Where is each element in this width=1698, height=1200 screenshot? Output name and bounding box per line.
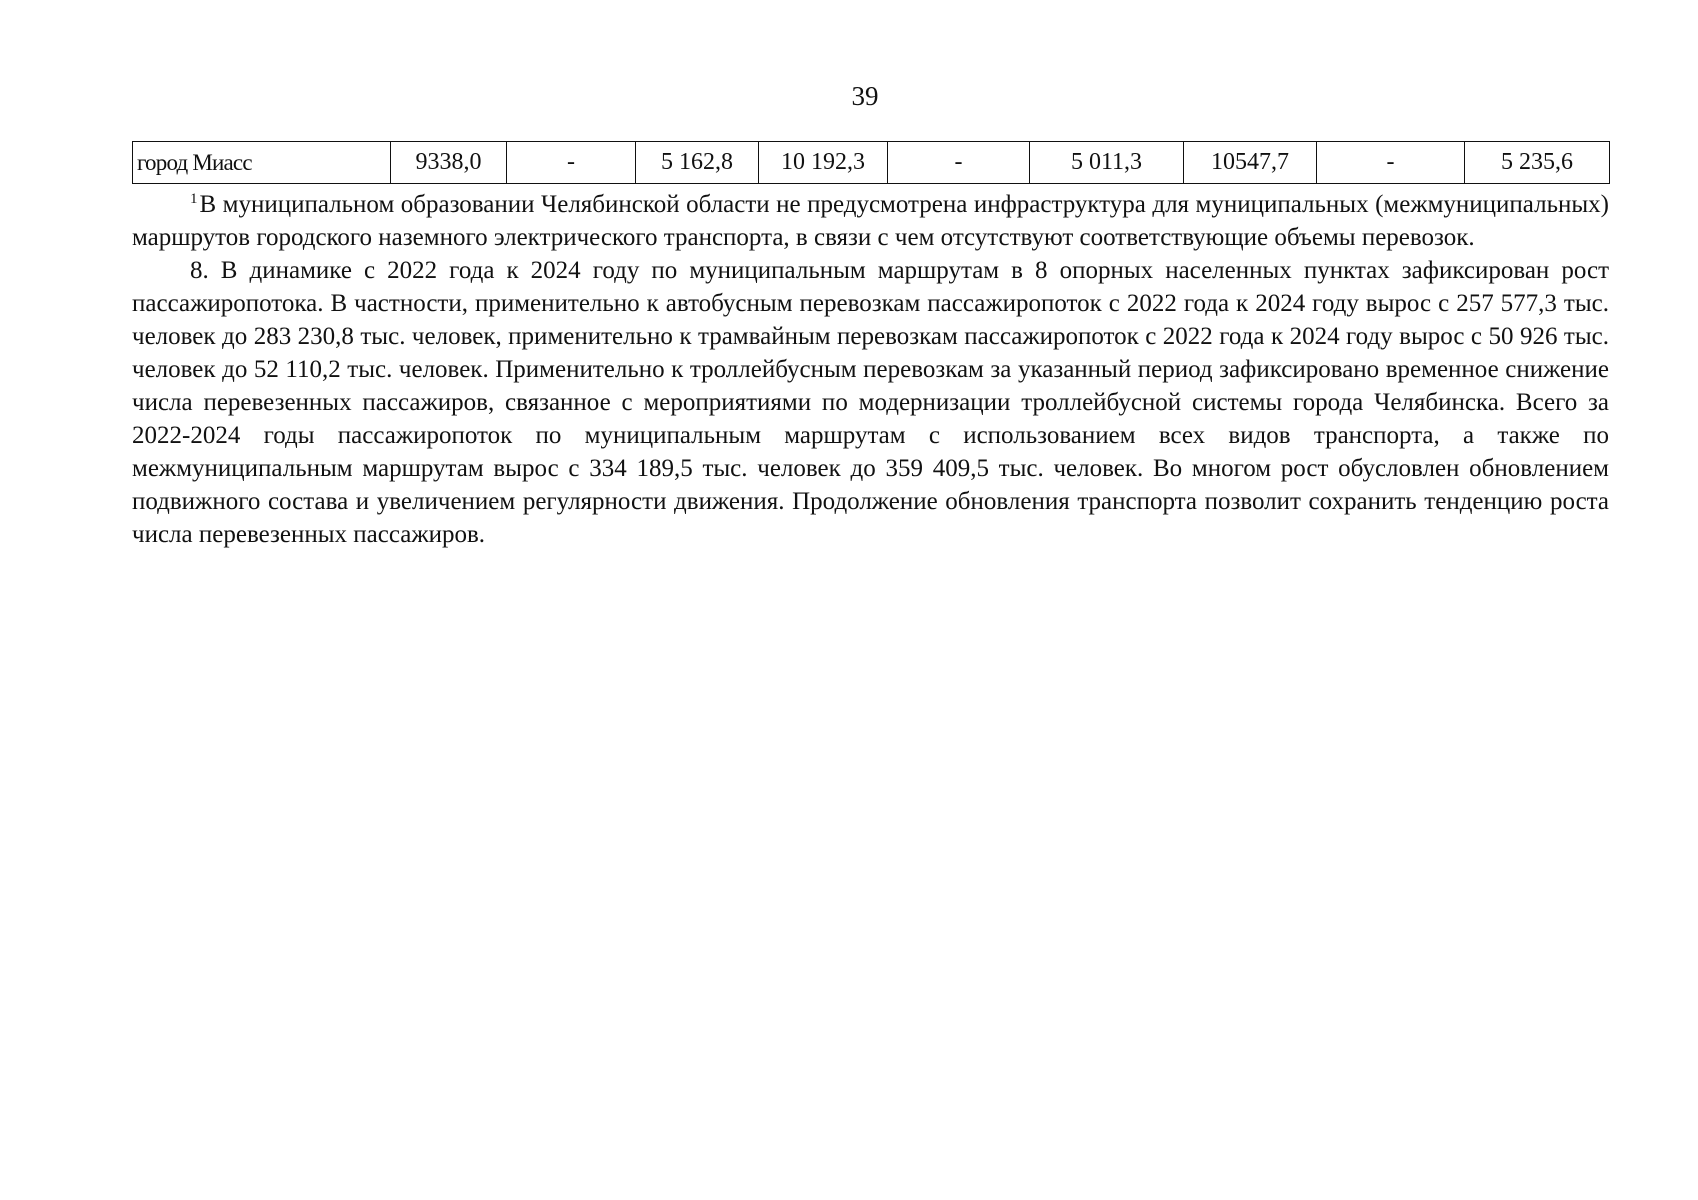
footnote-marker: 1 [190,191,198,207]
table-cell: - [507,142,636,184]
footnote-text: В муниципальном образовании Челябинской области не предусмотрена инфраструктура для муниципальных (межмуниципальных) маршрутов городского наземного электрического транспорта, в связи с чем отсутствуют соответствующие объемы перевозок. [132,191,1609,251]
table-row [133,142,1610,184]
page-number: 39 [851,81,879,111]
table-cell: - [1317,142,1465,184]
table-cell: 10 192,3 [759,142,888,184]
paragraph-8: 8. В динамике с 2022 года к 2024 году по муниципальным маршрутам в 8 опорных населенных пунктах зафиксирован рост пассажиропотока. В частности, применительно к автобусным перевозкам пассажиропоток с 2022 года к 2024 году вырос с 257 577,3 тыс. человек до 283 230,8 тыс. человек, применительно к трамвайным перевозкам пассажиропоток с 2022 года к 2024 году вырос с 50 926 тыс. человек до 52 110,2 тыс. человек. Применительно к троллейбусным перевозкам за указанный период зафиксировано временное снижение числа перевезенных пассажиров, связанное с мероприятиями по модернизации троллейбусной системы города Челябинска. Всего за 2022-2024 годы пассажиропоток по муниципальным маршрутам с использованием всех видов транспорта, а также по межмуниципальным маршрутам вырос с 334 189,5 тыс. человек до 359 409,5 тыс. человек. Во многом рост обусловлен обновлением подвижного состава и увеличением регулярности движения. Продолжение обновления транспорта позволит сохранить тенденцию роста числа перевезенных пассажиров. [132,257,1609,548]
footnote [132,188,1609,254]
table-cell: 9338,0 [391,142,507,184]
text-block [132,188,1609,551]
table-cell: - [888,142,1030,184]
table-cell-name: город Миасс [133,142,391,184]
table-cell: 10547,7 [1184,142,1317,184]
data-table [132,141,1610,184]
table-cell: 5 235,6 [1465,142,1610,184]
table-cell: 5 011,3 [1030,142,1184,184]
table-cell: 5 162,8 [636,142,759,184]
